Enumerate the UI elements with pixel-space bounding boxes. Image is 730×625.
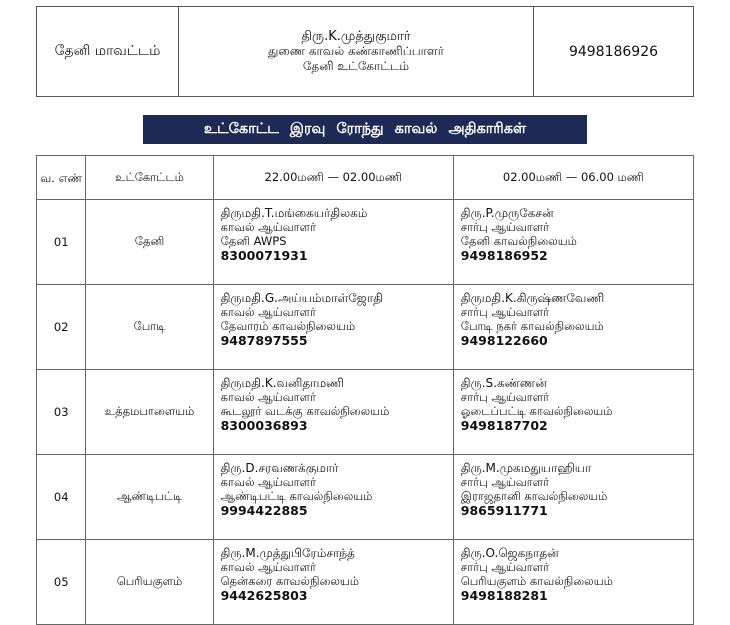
officer-phone: 8300071931 xyxy=(220,248,308,263)
division-name: தேனி xyxy=(86,200,213,285)
shift-1-officer xyxy=(213,200,453,285)
officer-name: திருமதி.G.அய்யம்மாள்ஜோதி xyxy=(220,291,383,305)
officer-name: திரு.P.முருகேசன் xyxy=(460,206,554,220)
officer-rank: காவல் ஆய்வாளர் xyxy=(220,560,316,574)
police-station: பெரியகுளம் காவல்நிலையம் xyxy=(460,574,613,588)
officer-phone: 9442625803 xyxy=(220,588,308,603)
shift-1-officer xyxy=(213,455,453,540)
table-row xyxy=(37,540,694,625)
police-station: தென்கரை காவல்நிலையம் xyxy=(220,574,360,588)
column-header-shift-2: 02.00மணி — 06.00 மணி xyxy=(453,156,693,200)
police-station: ஆண்டிபட்டி காவல்நிலையம் xyxy=(220,489,373,503)
officer-rank: காவல் ஆய்வாளர் xyxy=(220,475,316,489)
officer-phone: 9487897555 xyxy=(220,333,308,348)
officer-phone: 9498188281 xyxy=(460,588,548,603)
officer-rank: காவல் ஆய்வாளர் xyxy=(220,390,316,404)
column-header-shift-1: 22.00மணி — 02.00மணி xyxy=(213,156,453,200)
division-name: உத்தமபாளையம் xyxy=(86,370,213,455)
shift-2-officer xyxy=(453,540,693,625)
division-name: போடி xyxy=(86,285,213,370)
officer-phone: 9498186952 xyxy=(460,248,548,263)
officer-name: திரு.O.ஜெகநாதன் xyxy=(460,546,559,560)
officer-phone: 9994422885 xyxy=(220,503,308,518)
officer-name: திருமதி.K.வனிதாமணி xyxy=(220,376,344,390)
shift-2-officer xyxy=(453,200,693,285)
serial-number: 02 xyxy=(37,285,86,370)
dsp-officer-cell xyxy=(179,7,534,97)
column-header-serial: வ. எண் xyxy=(37,156,86,200)
officer-rank: சார்பு ஆய்வாளர் xyxy=(460,475,550,489)
police-station: தேவாரம் காவல்நிலையம் xyxy=(220,319,356,333)
officer-rank: சார்பு ஆய்வாளர் xyxy=(460,560,550,574)
officer-name: திரு.M.முகமதுயாஹியா xyxy=(460,461,592,475)
dsp-name: திரு.K.முத்துகுமார் xyxy=(301,29,411,44)
officer-phone: 8300036893 xyxy=(220,418,308,433)
shift-1-officer xyxy=(213,370,453,455)
police-station: இராஜதானி காவல்நிலையம் xyxy=(460,489,608,503)
officer-rank: காவல் ஆய்வாளர் xyxy=(220,305,316,319)
police-station: தேனி AWPS xyxy=(220,234,287,248)
section-banner: உட்கோட்ட இரவு ரோந்து காவல் அதிகாரிகள் xyxy=(143,115,587,144)
serial-number: 04 xyxy=(37,455,86,540)
shift-2-officer xyxy=(453,370,693,455)
dsp-phone: 9498186926 xyxy=(534,7,694,97)
dsp-office: தேனி உட்கோட்டம் xyxy=(302,59,410,73)
serial-number: 03 xyxy=(37,370,86,455)
officer-name: திரு.S.கண்ணன் xyxy=(460,376,547,390)
table-row xyxy=(37,285,694,370)
shift-1-officer xyxy=(213,540,453,625)
shift-2-officer xyxy=(453,455,693,540)
officer-name: திரு.M.முத்துபிரேம்சாந்த் xyxy=(220,546,355,560)
officer-name: திருமதி.T.மங்கையர்திலகம் xyxy=(220,206,368,220)
division-name: பெரியகுளம் xyxy=(86,540,213,625)
officer-rank: காவல் ஆய்வாளர் xyxy=(220,220,316,234)
dsp-rank: துணை காவல் கண்காணிப்பாளர் xyxy=(267,44,444,58)
table-row xyxy=(37,455,694,540)
police-station: போடி நகர் காவல்நிலையம் xyxy=(460,319,604,333)
officer-phone: 9498187702 xyxy=(460,418,548,433)
table-row xyxy=(37,370,694,455)
police-station: ஓடைப்பட்டி காவல்நிலையம் xyxy=(460,404,613,418)
officer-phone: 9498122660 xyxy=(460,333,548,348)
serial-number: 05 xyxy=(37,540,86,625)
column-header-division: உட்கோட்டம் xyxy=(86,156,213,200)
serial-number: 01 xyxy=(37,200,86,285)
officer-rank: சார்பு ஆய்வாளர் xyxy=(460,390,550,404)
police-station: கூடலூர் வடக்கு காவல்நிலையம் xyxy=(220,404,390,418)
shift-2-officer xyxy=(453,285,693,370)
table-row xyxy=(37,200,694,285)
police-station: தேனி காவல்நிலையம் xyxy=(460,234,577,248)
patrol-officers-table xyxy=(36,155,694,625)
table-header-row xyxy=(37,156,694,200)
officer-rank: சார்பு ஆய்வாளர் xyxy=(460,305,550,319)
officer-name: திருமதி.K.கிருஷ்ணவேணி xyxy=(460,291,605,305)
officer-name: திரு.D.சரவணக்குமார் xyxy=(220,461,339,475)
division-name: ஆண்டிபட்டி xyxy=(86,455,213,540)
shift-1-officer xyxy=(213,285,453,370)
district-name: தேனி மாவட்டம் xyxy=(37,7,179,97)
officer-rank: சார்பு ஆய்வாளர் xyxy=(460,220,550,234)
header-table xyxy=(36,6,694,97)
officer-phone: 9865911771 xyxy=(460,503,548,518)
